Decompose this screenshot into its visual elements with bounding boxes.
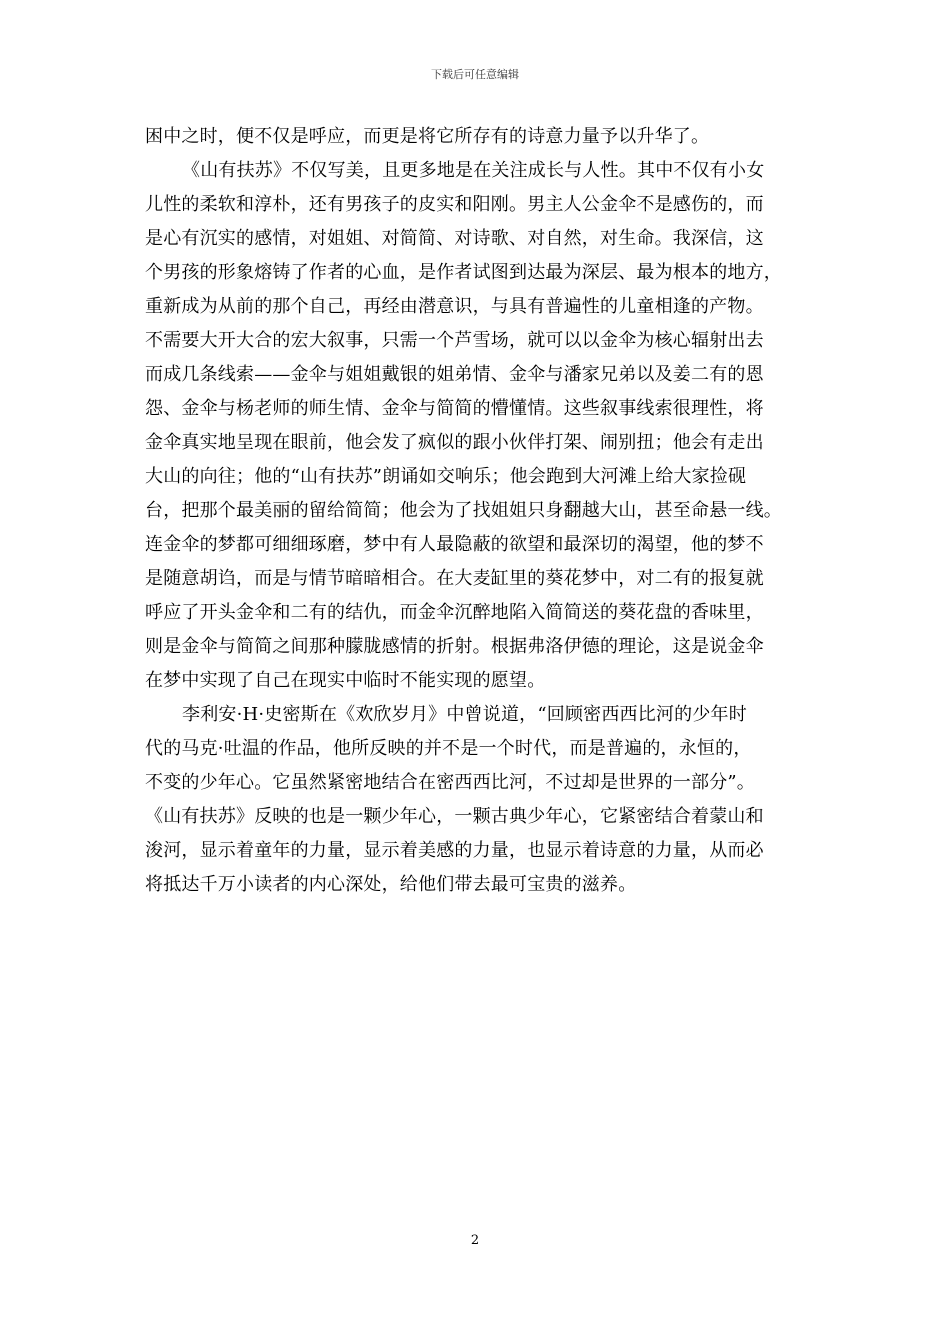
- text-line: 大山的向往；他的“山有扶苏”朗诵如交响乐；他会跑到大河滩上给大家捡砚: [145, 466, 747, 487]
- text-line: 重新成为从前的那个自己，再经由潜意识，与具有普遍性的儿童相逢的产物。: [145, 296, 764, 317]
- text-line: 儿性的柔软和淳朴，还有男孩子的皮实和阳刚。男主人公金伞不是感伤的，而: [145, 194, 764, 215]
- text-line: 怨、金伞与杨老师的师生情、金伞与简简的懵懂情。这些叙事线索很理性，将: [145, 398, 764, 419]
- text-line: 浚河，显示着童年的力量，显示着美感的力量，也显示着诗意的力量，从而必: [145, 840, 764, 861]
- text-line: 台，把那个最美丽的留给简简；他会为了找姐姐只身翻越大山，甚至命悬一线。: [145, 500, 782, 521]
- text-line: 代的马克·吐温的作品，他所反映的并不是一个时代，而是普遍的，永恒的，: [145, 738, 752, 759]
- text-line: 《山有扶苏》不仅写美，且更多地是在关注成长与人性。其中不仅有小女: [182, 160, 765, 181]
- text-line: 是心有沉实的感情，对姐姐、对简简、对诗歌、对自然，对生命。我深信，这: [145, 228, 764, 249]
- text-line: 连金伞的梦都可细细琢磨，梦中有人最隐蔽的欲望和最深切的渴望，他的梦不: [145, 534, 764, 555]
- text-line: 困中之时，便不仅是呼应，而更是将它所存有的诗意力量予以升华了。: [145, 126, 710, 147]
- text-line: 将抵达千万小读者的内心深处，给他们带去最可宝贵的滋养。: [145, 874, 637, 895]
- text-line: 则是金伞与简简之间那种朦胧感情的折射。根据弗洛伊德的理论，这是说金伞: [145, 636, 764, 657]
- text-line: 而成几条线索——金伞与姐姐戴银的姐弟情、金伞与潘家兄弟以及姜二有的恩: [145, 364, 764, 385]
- paragraph: [145, 154, 805, 698]
- text-line: 个男孩的形象熔铸了作者的心血，是作者试图到达最为深层、最为根本的地方，: [145, 262, 782, 283]
- page-number: 2: [470, 1233, 480, 1248]
- page-header: 下载后可任意编辑: [431, 68, 519, 81]
- text-line: 不需要大开大合的宏大叙事，只需一个芦雪场，就可以以金伞为核心辐射出去: [145, 330, 764, 351]
- paragraph: [145, 120, 805, 154]
- text-line: 《山有扶苏》反映的也是一颗少年心，一颗古典少年心，它紧密结合着蒙山和: [145, 806, 764, 827]
- text-line: 李利安·H·史密斯在《欢欣岁月》中曾说道，“回顾密西西比河的少年时: [182, 704, 747, 725]
- text-line: 不变的少年心。它虽然紧密地结合在密西西比河，不过却是世界的一部分”。: [145, 772, 755, 793]
- paragraph: [145, 698, 805, 902]
- text-line: 呼应了开头金伞和二有的结仇，而金伞沉醉地陷入简简送的葵花盘的香味里，: [145, 602, 764, 623]
- document-body: [145, 120, 805, 902]
- text-line: 在梦中实现了自己在现实中临时不能实现的愿望。: [145, 670, 546, 691]
- text-line: 金伞真实地呈现在眼前，他会发了疯似的跟小伙伴打架、闹别扭；他会有走出: [145, 432, 764, 453]
- text-line: 是随意胡诌，而是与情节暗暗相合。在大麦缸里的葵花梦中，对二有的报复就: [145, 568, 764, 589]
